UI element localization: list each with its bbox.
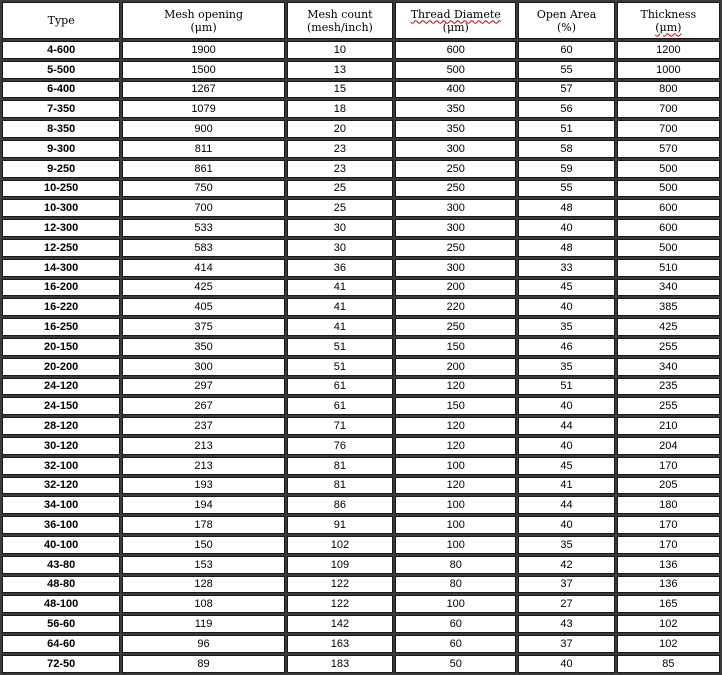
cell-thickness: 204 [617, 437, 720, 455]
table-row [2, 239, 720, 257]
cell-type: 6-400 [2, 81, 120, 99]
cell-mesh-opening: 128 [122, 576, 284, 594]
cell-thread-diameter: 250 [395, 160, 516, 178]
cell-thickness: 500 [617, 180, 720, 198]
cell-thickness: 255 [617, 397, 720, 415]
table-row [2, 615, 720, 633]
cell-thread-diameter: 300 [395, 199, 516, 217]
cell-thickness: 570 [617, 140, 720, 158]
cell-type: 48-80 [2, 576, 120, 594]
cell-mesh-count: 122 [287, 595, 393, 613]
cell-open-area: 48 [518, 239, 614, 257]
cell-open-area: 27 [518, 595, 614, 613]
cell-open-area: 37 [518, 576, 614, 594]
header-thickness [617, 2, 720, 39]
table-body [2, 41, 720, 673]
cell-mesh-opening: 108 [122, 595, 284, 613]
cell-type: 56-60 [2, 615, 120, 633]
header-mesh-opening-label: Mesh opening [164, 7, 243, 21]
cell-mesh-count: 81 [287, 477, 393, 495]
cell-mesh-count: 15 [287, 81, 393, 99]
cell-open-area: 55 [518, 180, 614, 198]
cell-type: 20-200 [2, 358, 120, 376]
table-row [2, 219, 720, 237]
table-row [2, 180, 720, 198]
cell-mesh-count: 18 [287, 100, 393, 118]
cell-open-area: 51 [518, 120, 614, 138]
cell-thickness: 170 [617, 516, 720, 534]
cell-open-area: 37 [518, 635, 614, 653]
cell-thickness: 255 [617, 338, 720, 356]
cell-mesh-count: 61 [287, 378, 393, 396]
cell-mesh-count: 41 [287, 298, 393, 316]
cell-thickness: 425 [617, 318, 720, 336]
cell-type: 32-100 [2, 457, 120, 475]
cell-thickness: 102 [617, 635, 720, 653]
cell-thread-diameter: 300 [395, 259, 516, 277]
header-thickness-unit: (μm) [655, 20, 682, 34]
cell-mesh-opening: 533 [122, 219, 284, 237]
cell-open-area: 40 [518, 655, 614, 673]
cell-mesh-count: 36 [287, 259, 393, 277]
cell-thread-diameter: 60 [395, 615, 516, 633]
cell-mesh-opening: 1900 [122, 41, 284, 59]
cell-thickness: 500 [617, 160, 720, 178]
cell-mesh-count: 51 [287, 338, 393, 356]
cell-open-area: 40 [518, 298, 614, 316]
cell-mesh-opening: 237 [122, 417, 284, 435]
table-row [2, 259, 720, 277]
cell-open-area: 35 [518, 358, 614, 376]
table-header [2, 2, 720, 39]
cell-thickness: 235 [617, 378, 720, 396]
cell-mesh-opening: 375 [122, 318, 284, 336]
cell-thickness: 165 [617, 595, 720, 613]
cell-mesh-opening: 267 [122, 397, 284, 415]
cell-thread-diameter: 100 [395, 457, 516, 475]
cell-mesh-opening: 811 [122, 140, 284, 158]
cell-mesh-count: 10 [287, 41, 393, 59]
cell-thickness: 385 [617, 298, 720, 316]
cell-mesh-count: 102 [287, 536, 393, 554]
table-row [2, 140, 720, 158]
cell-thickness: 340 [617, 279, 720, 297]
table-row [2, 41, 720, 59]
table-row [2, 417, 720, 435]
cell-thread-diameter: 100 [395, 536, 516, 554]
cell-thickness: 700 [617, 120, 720, 138]
cell-mesh-count: 76 [287, 437, 393, 455]
table-row [2, 318, 720, 336]
cell-thickness: 600 [617, 219, 720, 237]
table-row [2, 496, 720, 514]
cell-mesh-opening: 150 [122, 536, 284, 554]
cell-type: 28-120 [2, 417, 120, 435]
table-row [2, 120, 720, 138]
cell-mesh-opening: 213 [122, 457, 284, 475]
table-row [2, 635, 720, 653]
header-open-area-label: Open Area [536, 7, 597, 21]
cell-type: 16-220 [2, 298, 120, 316]
cell-mesh-opening: 700 [122, 199, 284, 217]
cell-thickness: 600 [617, 199, 720, 217]
header-thread-diameter-label: Thread Diamete [410, 7, 501, 21]
table-row [2, 298, 720, 316]
cell-mesh-count: 122 [287, 576, 393, 594]
header-thread-diameter [395, 2, 516, 39]
table-row [2, 516, 720, 534]
cell-thickness: 170 [617, 457, 720, 475]
table-row [2, 437, 720, 455]
cell-mesh-opening: 96 [122, 635, 284, 653]
cell-thread-diameter: 50 [395, 655, 516, 673]
cell-thickness: 700 [617, 100, 720, 118]
cell-mesh-opening: 119 [122, 615, 284, 633]
cell-type: 12-300 [2, 219, 120, 237]
cell-mesh-opening: 193 [122, 477, 284, 495]
cell-thickness: 510 [617, 259, 720, 277]
cell-mesh-count: 30 [287, 219, 393, 237]
table-row [2, 477, 720, 495]
cell-thickness: 136 [617, 576, 720, 594]
cell-mesh-opening: 1500 [122, 61, 284, 79]
cell-type: 40-100 [2, 536, 120, 554]
cell-open-area: 48 [518, 199, 614, 217]
table-row [2, 160, 720, 178]
cell-open-area: 44 [518, 496, 614, 514]
header-mesh-count-label: Mesh count [307, 7, 373, 21]
cell-open-area: 45 [518, 457, 614, 475]
cell-type: 72-50 [2, 655, 120, 673]
cell-open-area: 40 [518, 219, 614, 237]
table-row [2, 199, 720, 217]
cell-mesh-opening: 1267 [122, 81, 284, 99]
table-row [2, 358, 720, 376]
cell-open-area: 35 [518, 536, 614, 554]
cell-thickness: 170 [617, 536, 720, 554]
cell-thread-diameter: 120 [395, 437, 516, 455]
cell-open-area: 58 [518, 140, 614, 158]
cell-open-area: 46 [518, 338, 614, 356]
cell-type: 20-150 [2, 338, 120, 356]
cell-open-area: 45 [518, 279, 614, 297]
cell-open-area: 44 [518, 417, 614, 435]
cell-open-area: 42 [518, 556, 614, 574]
cell-mesh-opening: 405 [122, 298, 284, 316]
cell-mesh-count: 61 [287, 397, 393, 415]
cell-mesh-count: 183 [287, 655, 393, 673]
cell-type: 24-150 [2, 397, 120, 415]
cell-type: 14-300 [2, 259, 120, 277]
cell-thickness: 1200 [617, 41, 720, 59]
cell-thread-diameter: 100 [395, 496, 516, 514]
cell-thread-diameter: 300 [395, 219, 516, 237]
cell-type: 48-100 [2, 595, 120, 613]
cell-mesh-count: 30 [287, 239, 393, 257]
cell-mesh-opening: 297 [122, 378, 284, 396]
cell-type: 8-350 [2, 120, 120, 138]
cell-thread-diameter: 350 [395, 100, 516, 118]
table-row [2, 655, 720, 673]
cell-thickness: 205 [617, 477, 720, 495]
cell-thickness: 500 [617, 239, 720, 257]
cell-type: 43-80 [2, 556, 120, 574]
table-row [2, 536, 720, 554]
cell-mesh-count: 23 [287, 160, 393, 178]
table-row [2, 576, 720, 594]
cell-type: 9-300 [2, 140, 120, 158]
cell-type: 16-200 [2, 279, 120, 297]
cell-thread-diameter: 350 [395, 120, 516, 138]
cell-type: 64-60 [2, 635, 120, 653]
cell-thread-diameter: 120 [395, 477, 516, 495]
cell-open-area: 40 [518, 437, 614, 455]
cell-thread-diameter: 300 [395, 140, 516, 158]
cell-thread-diameter: 500 [395, 61, 516, 79]
cell-thread-diameter: 150 [395, 338, 516, 356]
table-row [2, 378, 720, 396]
cell-thread-diameter: 400 [395, 81, 516, 99]
cell-mesh-opening: 350 [122, 338, 284, 356]
cell-open-area: 57 [518, 81, 614, 99]
header-mesh-count [287, 2, 393, 39]
cell-open-area: 60 [518, 41, 614, 59]
cell-type: 34-100 [2, 496, 120, 514]
cell-thread-diameter: 150 [395, 397, 516, 415]
cell-type: 9-250 [2, 160, 120, 178]
cell-thread-diameter: 600 [395, 41, 516, 59]
cell-thickness: 800 [617, 81, 720, 99]
cell-type: 12-250 [2, 239, 120, 257]
cell-type: 24-120 [2, 378, 120, 396]
header-row [2, 2, 720, 39]
cell-mesh-count: 81 [287, 457, 393, 475]
cell-thread-diameter: 60 [395, 635, 516, 653]
cell-open-area: 40 [518, 397, 614, 415]
cell-type: 32-120 [2, 477, 120, 495]
cell-mesh-count: 51 [287, 358, 393, 376]
cell-mesh-count: 25 [287, 180, 393, 198]
cell-type: 30-120 [2, 437, 120, 455]
cell-thread-diameter: 200 [395, 279, 516, 297]
cell-thread-diameter: 250 [395, 239, 516, 257]
table-row [2, 556, 720, 574]
cell-thread-diameter: 250 [395, 318, 516, 336]
table-row [2, 338, 720, 356]
cell-mesh-opening: 583 [122, 239, 284, 257]
cell-open-area: 41 [518, 477, 614, 495]
cell-type: 4-600 [2, 41, 120, 59]
cell-open-area: 55 [518, 61, 614, 79]
table-row [2, 595, 720, 613]
cell-thread-diameter: 100 [395, 595, 516, 613]
cell-mesh-opening: 1079 [122, 100, 284, 118]
cell-open-area: 33 [518, 259, 614, 277]
cell-mesh-opening: 900 [122, 120, 284, 138]
cell-thickness: 340 [617, 358, 720, 376]
table-row [2, 279, 720, 297]
cell-mesh-count: 163 [287, 635, 393, 653]
cell-mesh-opening: 153 [122, 556, 284, 574]
cell-thickness: 102 [617, 615, 720, 633]
cell-mesh-count: 41 [287, 318, 393, 336]
cell-mesh-opening: 194 [122, 496, 284, 514]
table-row [2, 81, 720, 99]
cell-open-area: 43 [518, 615, 614, 633]
cell-thickness: 180 [617, 496, 720, 514]
cell-type: 5-500 [2, 61, 120, 79]
cell-thickness: 210 [617, 417, 720, 435]
cell-thread-diameter: 120 [395, 378, 516, 396]
cell-thickness: 85 [617, 655, 720, 673]
header-type [2, 2, 120, 39]
cell-mesh-opening: 213 [122, 437, 284, 455]
cell-mesh-opening: 300 [122, 358, 284, 376]
cell-thread-diameter: 80 [395, 576, 516, 594]
cell-thread-diameter: 100 [395, 516, 516, 534]
cell-open-area: 59 [518, 160, 614, 178]
cell-mesh-opening: 425 [122, 279, 284, 297]
cell-thread-diameter: 220 [395, 298, 516, 316]
cell-open-area: 40 [518, 516, 614, 534]
cell-open-area: 51 [518, 378, 614, 396]
cell-thread-diameter: 80 [395, 556, 516, 574]
cell-mesh-count: 13 [287, 61, 393, 79]
header-open-area-unit: (%) [557, 20, 577, 34]
header-open-area [518, 2, 614, 39]
table-row [2, 61, 720, 79]
cell-mesh-count: 41 [287, 279, 393, 297]
cell-thickness: 1000 [617, 61, 720, 79]
cell-mesh-count: 86 [287, 496, 393, 514]
cell-open-area: 35 [518, 318, 614, 336]
cell-thread-diameter: 200 [395, 358, 516, 376]
table-row [2, 397, 720, 415]
cell-thread-diameter: 250 [395, 180, 516, 198]
cell-mesh-count: 20 [287, 120, 393, 138]
cell-mesh-count: 23 [287, 140, 393, 158]
cell-thickness: 136 [617, 556, 720, 574]
cell-mesh-opening: 178 [122, 516, 284, 534]
cell-mesh-opening: 750 [122, 180, 284, 198]
cell-type: 10-300 [2, 199, 120, 217]
cell-mesh-count: 25 [287, 199, 393, 217]
cell-mesh-opening: 414 [122, 259, 284, 277]
header-thickness-label: Thickness [640, 7, 697, 21]
cell-mesh-count: 142 [287, 615, 393, 633]
cell-mesh-opening: 89 [122, 655, 284, 673]
cell-type: 36-100 [2, 516, 120, 534]
table-row [2, 100, 720, 118]
cell-mesh-opening: 861 [122, 160, 284, 178]
cell-thread-diameter: 120 [395, 417, 516, 435]
cell-type: 10-250 [2, 180, 120, 198]
table-row [2, 457, 720, 475]
cell-mesh-count: 109 [287, 556, 393, 574]
cell-mesh-count: 91 [287, 516, 393, 534]
header-type-label: Type [47, 14, 75, 27]
cell-mesh-count: 71 [287, 417, 393, 435]
header-mesh-count-unit: (mesh/inch) [307, 20, 373, 34]
cell-type: 7-350 [2, 100, 120, 118]
cell-open-area: 56 [518, 100, 614, 118]
header-mesh-opening-unit: (μm) [190, 20, 217, 34]
header-thread-diameter-unit: (μm) [442, 20, 469, 34]
cell-type: 16-250 [2, 318, 120, 336]
header-mesh-opening [122, 2, 284, 39]
